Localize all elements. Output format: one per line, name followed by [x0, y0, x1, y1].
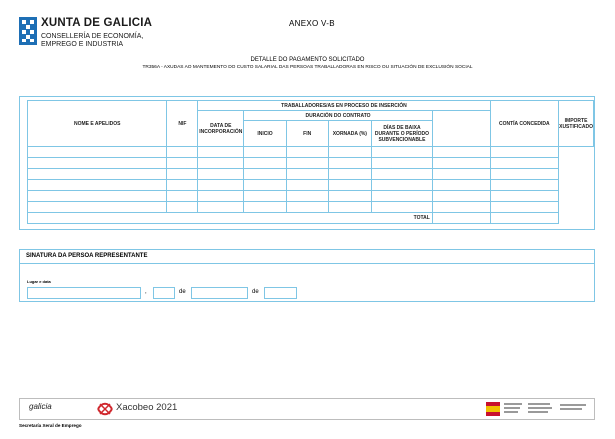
table-cell[interactable] [432, 191, 490, 202]
signature-section [19, 249, 595, 302]
table-cell[interactable] [372, 158, 433, 169]
table-cell[interactable] [198, 202, 244, 213]
table-cell[interactable] [490, 147, 559, 158]
table-row [28, 180, 594, 191]
department-name [41, 33, 143, 49]
table-cell[interactable] [167, 191, 198, 202]
xacobeo-logo: Xacobeo 2021 [116, 402, 178, 413]
annex-label: ANEXO V-B [289, 19, 335, 28]
table-cell[interactable] [28, 147, 167, 158]
xunta-logo [19, 17, 159, 51]
table-cell[interactable] [328, 180, 371, 191]
table-cell[interactable] [372, 202, 433, 213]
table-cell[interactable] [244, 147, 287, 158]
table-cell[interactable] [432, 202, 490, 213]
signature-divider [20, 263, 594, 264]
place-input[interactable] [27, 287, 141, 299]
xacobeo-icon [96, 401, 114, 417]
table-cell[interactable] [328, 158, 371, 169]
header-granted: CONTÍA CONCEDIDA [490, 101, 559, 147]
payment-detail-table [27, 100, 594, 224]
table-cell[interactable] [244, 169, 287, 180]
department-line-2: EMPREGO E INDUSTRIA [41, 41, 124, 48]
header-nif: NIF [167, 101, 198, 147]
header-workers-group: TRABALLADORES/AS EN PROCESO DE INSERCIÓN [198, 101, 490, 111]
table-cell[interactable] [167, 169, 198, 180]
department-line-1: CONSELLERÍA DE ECONOMÍA, [41, 33, 144, 40]
table-cell[interactable] [328, 169, 371, 180]
header-sick-days: DÍAS DE BAIXA DURANTE O PERÍODO SUBVENCIONABLE [372, 121, 433, 147]
table-cell[interactable] [328, 202, 371, 213]
table-cell[interactable] [328, 147, 371, 158]
de-separator-1: de [179, 289, 186, 295]
header-name: NOME E APELIDOS [28, 101, 167, 147]
document-title: DETALLE DO PAGAMENTO SOLICITADO [250, 57, 365, 63]
table-cell[interactable] [28, 169, 167, 180]
table-cell[interactable] [490, 202, 559, 213]
table-cell[interactable] [244, 202, 287, 213]
table-cell[interactable] [432, 180, 490, 191]
table-row [28, 147, 594, 158]
total-justified-cell[interactable] [490, 213, 559, 224]
table-cell[interactable] [286, 169, 328, 180]
secretaria-label: Secretaría Xeral de Emprego [19, 423, 82, 428]
galicia-logo: galicia [29, 402, 52, 411]
table-cell[interactable] [198, 147, 244, 158]
spanish-government-logo [486, 401, 590, 417]
table-cell[interactable] [286, 147, 328, 158]
table-cell[interactable] [28, 158, 167, 169]
header-incorporation-date: DATA DE INCORPORACIÓN [198, 111, 244, 147]
table-row [28, 169, 594, 180]
table-cell[interactable] [432, 169, 490, 180]
table-cell[interactable] [490, 158, 559, 169]
table-cell[interactable] [198, 169, 244, 180]
table-cell[interactable] [28, 180, 167, 191]
place-date-label: Lugar e data [27, 279, 51, 284]
table-cell[interactable] [490, 191, 559, 202]
table-cell[interactable] [286, 191, 328, 202]
table-cell[interactable] [244, 158, 287, 169]
table-cell[interactable] [490, 169, 559, 180]
table-cell[interactable] [432, 158, 490, 169]
day-input[interactable] [153, 287, 175, 299]
header-end: FIN [286, 121, 328, 147]
table-cell[interactable] [244, 180, 287, 191]
table-cell[interactable] [198, 180, 244, 191]
table-cell[interactable] [198, 191, 244, 202]
table-cell[interactable] [328, 191, 371, 202]
table-cell[interactable] [167, 180, 198, 191]
document-subtitle: TR356A - AXUDAS AO MANTEMENTO DO CUSTO SALARIAL DAS PERSOAS TRABALLADORAS EN RISCO OU SITUACIÓN DE EXCLUSIÓN SOCIAL [142, 65, 473, 70]
total-granted-cell[interactable] [432, 213, 490, 224]
month-input[interactable] [191, 287, 248, 299]
table-cell[interactable] [167, 202, 198, 213]
xunta-emblem-icon [19, 17, 37, 45]
table-row [28, 202, 594, 213]
table-cell[interactable] [372, 147, 433, 158]
brand-name: XUNTA DE GALICIA [41, 17, 153, 29]
table-cell[interactable] [490, 180, 559, 191]
total-label: TOTAL [28, 213, 433, 224]
table-cell[interactable] [372, 169, 433, 180]
table-row [28, 158, 594, 169]
signature-title: SINATURA DA PERSOA REPRESENTANTE [26, 253, 148, 259]
de-separator-2: de [252, 289, 259, 295]
header-workday: XORNADA (%) [328, 121, 371, 147]
table-cell[interactable] [198, 158, 244, 169]
comma-separator: , [145, 289, 147, 295]
header-start: INICIO [244, 121, 287, 147]
table-cell[interactable] [432, 147, 490, 158]
table-row [28, 191, 594, 202]
table-cell[interactable] [286, 202, 328, 213]
table-cell[interactable] [372, 191, 433, 202]
table-cell[interactable] [167, 147, 198, 158]
payment-detail-section [19, 96, 595, 230]
header-contract-duration: DURACIÓN DO CONTRATO [244, 111, 433, 121]
footer-logos [19, 398, 595, 420]
year-input[interactable] [264, 287, 297, 299]
table-cell[interactable] [372, 180, 433, 191]
table-cell[interactable] [167, 158, 198, 169]
table-cell[interactable] [244, 191, 287, 202]
table-cell[interactable] [286, 180, 328, 191]
table-cell[interactable] [286, 158, 328, 169]
header-justified: IMPORTE XUSTIFICADO [559, 101, 594, 147]
table-cell[interactable] [28, 202, 167, 213]
table-cell[interactable] [28, 191, 167, 202]
